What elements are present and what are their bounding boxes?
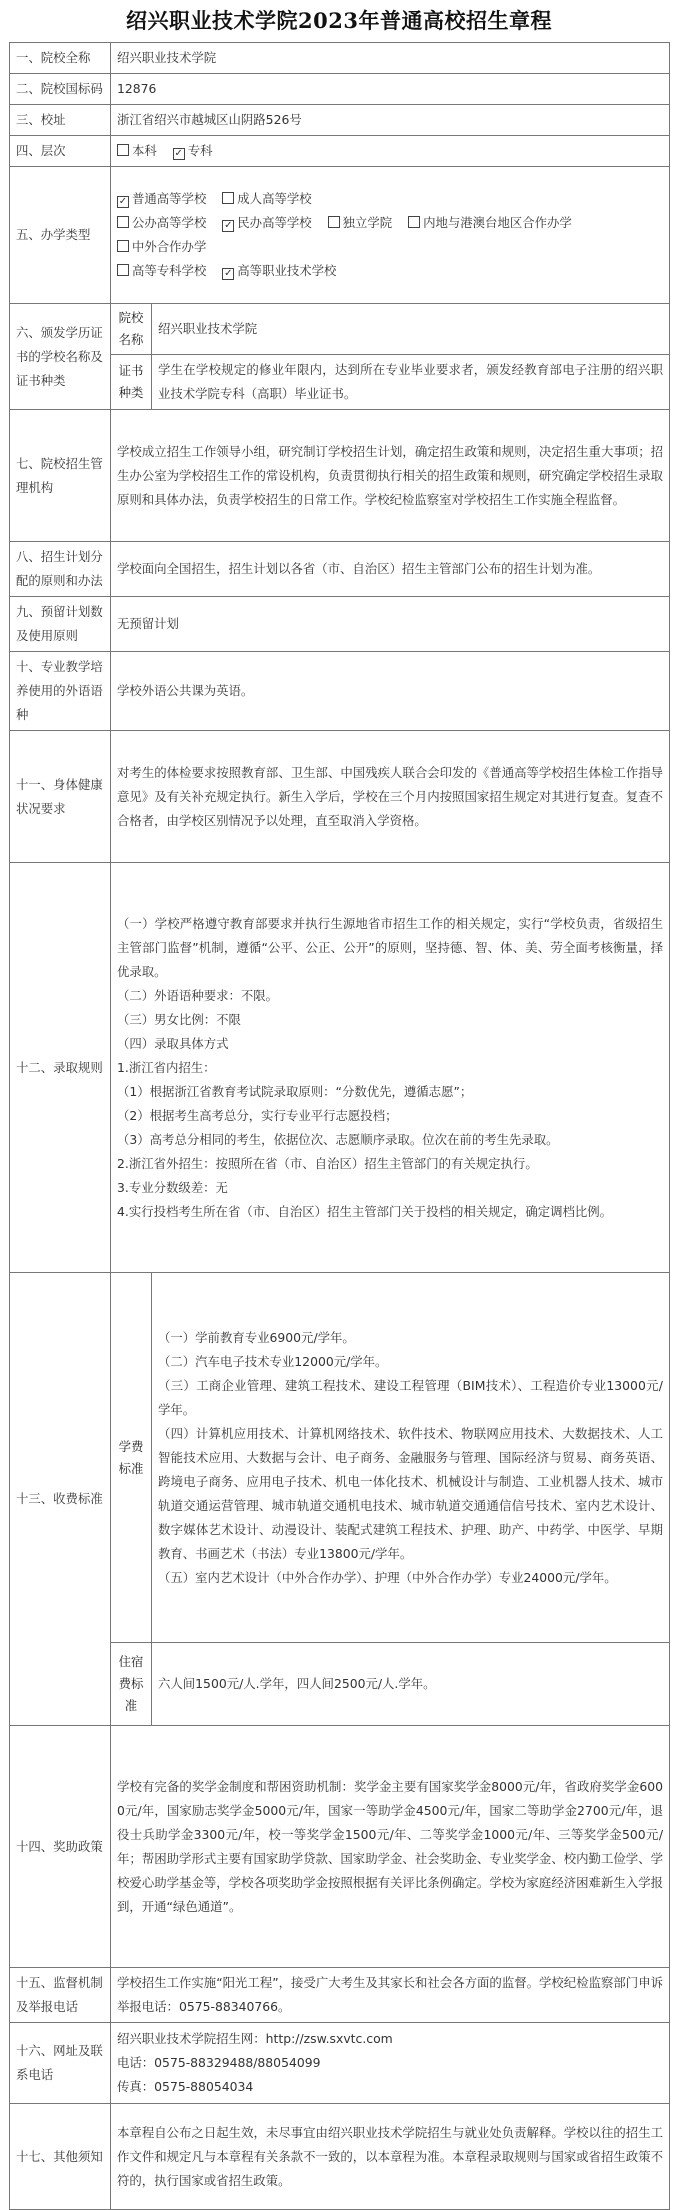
row-address [10,105,670,136]
type-option: 独立学院 [328,215,393,230]
row-label: 十四、奖助政策 [10,1726,111,1968]
level-options [111,136,670,167]
row-tuition [10,1273,670,1643]
row-label: 七、院校招生管理机构 [10,410,111,542]
fee-line: （二）汽车电子技术专业12000元/学年。 [158,1353,388,1369]
other-notes-value: 本章程自公布之日起生效，未尽事宜由绍兴职业技术学院招生与就业处负责解释。学校以往的招生工作文件和规定凡与本章程有关条款不一致的，以本章程为准。本章程录取规则与国家或省招生政策不符的，执行国家或省招生政策。 [111,2104,670,2210]
type-option: 公办高等学校 [117,215,206,230]
foreign-language-value: 学校外语公共课为英语。 [111,652,670,731]
checkbox-checked-icon: ✓ [224,220,233,231]
rule-line: （二）外语语种要求：不限。 [117,987,279,1003]
scholarship-value: 学校有完备的奖学金制度和帮困资助机制：奖学金主要有国家奖学金8000元/年，省政府奖学金6000元/年，国家励志奖学金5000元/年，国家一等助学金4500元/年，国家二等助学金2700元/年，退役士兵助学金3300元/年，校一等奖学金1500元/年、二等奖学金1000元/年、三等奖学金500元/年；帮困助学形式主要有国家助学贷款、国家助学金、社会奖助金、专业奖学金、校内勤工俭学、学校爱心助学基金等，学校各项奖助学金按照根据有关评比条例确定。学校为家庭经济困难新生入学报到，开通“绿色通道”。 [111,1726,670,1968]
checkbox-unchecked-icon [117,216,129,228]
type-option: ✓ 民办高等学校 [224,215,312,231]
charter-table [9,42,670,2210]
document-title: 绍兴职业技术学院2023年普通高校招生章程 [126,8,552,33]
row-other-notes [10,2104,670,2210]
row-label: 十一、身体健康状况要求 [10,731,111,863]
type-option: 内地与港澳台地区合作办学 [408,215,572,230]
fax-line: 传真：0575-88054034 [117,2079,254,2094]
row-scholarship [10,1726,670,1968]
row-admission-office [10,410,670,542]
rule-line: （一）学校严格遵守教育部要求并执行生源地省市招生工作的相关规定，实行“学校负责，省级招生主管部门监督”机制，遵循“公平、公正、公开”的原则，坚持德、智、体、美、劳全面考核衡量，择优录取。 [117,915,663,979]
rule-line: 1.浙江省内招生： [117,1059,216,1075]
checkbox-unchecked-icon [222,192,234,204]
row-label: 三、校址 [10,105,111,136]
certificate-school-value: 绍兴职业技术学院 [152,304,670,355]
checkbox-checked-icon: ✓ [224,268,233,279]
row-school-type [10,167,670,304]
sub-label: 证书种类 [111,355,152,410]
rule-line: （三）男女比例：不限 [117,1011,241,1027]
row-label: 一、院校全称 [10,43,111,74]
type-option: 中外合作办学 [117,239,206,254]
checkbox-checked-icon: ✓ [118,196,128,207]
row-label: 五、办学类型 [10,167,111,304]
type-option: 成人高等学校 [222,191,311,206]
fee-line: （三）工商企业管理、建筑工程技术、建设工程管理（BIM技术）、工程造价专业13000元/学年。 [158,1377,663,1417]
rule-line: （1）根据浙江省教育考试院录取原则：“分数优先，遵循志愿”； [117,1083,473,1099]
sub-label: 学费标准 [111,1273,152,1643]
row-label: 十五、监督机制及举报电话 [10,1968,111,2023]
fee-line: （五）室内艺术设计（中外合作办学）、护理（中外合作办学）专业24000元/学年。 [158,1569,617,1585]
admission-rules-value [111,863,670,1273]
checkbox-checked-icon: ✓ [174,148,183,159]
row-admission-rules [10,863,670,1273]
type-option: ✓ 高等职业技术学校 [224,263,337,279]
row-label: 十二、录取规则 [10,863,111,1273]
quota-principle-value: 学校面向全国招生，招生计划以各省（市、自治区）招生主管部门公布的招生计划为准。 [111,542,670,597]
school-name-value: 绍兴职业技术学院 [111,43,670,74]
website-line: 绍兴职业技术学院招生网：http://zsw.sxvtc.com [117,2031,393,2046]
row-level [10,136,670,167]
accommodation-value: 六人间1500元/人.学年，四人间2500元/人.学年。 [152,1643,670,1726]
admission-office-value: 学校成立招生工作领导小组，研究制订学校招生计划，确定招生政策和规则，决定招生重大事项；招生办公室为学校招生工作的常设机构，负责贯彻执行相关的招生政策和规则，研究确定学校招生录取原则和具体办法，负责学校招生的日常工作。学校纪检监察室对学校招生工作实施全程监督。 [111,410,670,542]
row-label: 十六、网址及联系电话 [10,2023,111,2104]
row-label: 九、预留计划数及使用原则 [10,597,111,652]
row-contact [10,2023,670,2104]
row-reserved-quota [10,597,670,652]
level-option: ✓ 专科 [174,143,213,159]
school-type-options [111,167,670,304]
type-option: ✓ 普通高等学校 [118,191,207,207]
checkbox-unchecked-icon [117,144,129,156]
row-certificate-school [10,304,670,355]
contact-value [111,2023,670,2104]
rule-line: 3.专业分数级差：无 [117,1179,228,1195]
checkbox-unchecked-icon [328,216,340,228]
rule-line: 4.实行投档考生所在省（市、自治区）招生主管部门关于投档的相关规定，确定调档比例。 [117,1203,613,1219]
checkbox-unchecked-icon [117,240,129,252]
rule-line: （四）录取具体方式 [117,1035,229,1051]
row-label: 十、专业教学培养使用的外语语种 [10,652,111,731]
supervision-value: 学校招生工作实施“阳光工程”，接受广大考生及其家长和社会各方面的监督。学校纪检监察部门申诉举报电话：0575-88340766。 [111,1968,670,2023]
health-requirements-value: 对考生的体检要求按照教育部、卫生部、中国残疾人联合会印发的《普通高等学校招生体检工作指导意见》及有关补充规定执行。新生入学后，学校在三个月内按照国家招生规定对其进行复查。复查不合格者，由学校区别情况予以处理，直至取消入学资格。 [111,731,670,863]
row-label: 八、招生计划分配的原则和办法 [10,542,111,597]
checkbox-unchecked-icon [117,264,129,276]
reserved-quota-value: 无预留计划 [111,597,670,652]
tuition-value [152,1273,670,1643]
row-label: 四、层次 [10,136,111,167]
sub-label: 住宿费标准 [111,1643,152,1726]
fee-line: （一）学前教育专业6900元/学年。 [158,1329,355,1345]
fee-line: （四）计算机应用技术、计算机网络技术、软件技术、物联网应用技术、大数据技术、人工智能技术应用、大数据与会计、电子商务、金融服务与管理、国际经济与贸易、商务英语、跨境电子商务、应用电子技术、机电一体化技术、机械设计与制造、工业机器人技术、城市轨道交通运营管理、城市轨道交通机电技术、城市轨道交通通信信号技术、室内艺术设计、数字媒体艺术设计、动漫设计、装配式建筑工程技术、护理、助产、中药学、中医学、早期教育、书画艺术（书法）专业13800元/学年。 [158,1425,663,1561]
row-label: 十七、其他须知 [10,2104,111,2210]
certificate-type-value: 学生在学校规定的修业年限内，达到所在专业毕业要求者，颁发经教育部电子注册的绍兴职业技术学院专科（高职）毕业证书。 [152,355,670,410]
sub-label: 院校名称 [111,304,152,355]
rule-line: （2）根据考生高考总分，实行专业平行志愿投档； [117,1107,398,1123]
checkbox-unchecked-icon [408,216,420,228]
rule-line: （3）高考总分相同的考生，依据位次、志愿顺序录取。位次在前的考生先录取。 [117,1131,559,1147]
row-school-name [10,43,670,74]
row-label: 二、院校国标码 [10,74,111,105]
school-code-value: 12876 [111,74,670,105]
row-supervision [10,1968,670,2023]
row-label: 十三、收费标准 [10,1273,111,1726]
type-option: 高等专科学校 [117,263,206,278]
address-value: 浙江省绍兴市越城区山阴路526号 [111,105,670,136]
row-school-code [10,74,670,105]
level-option: 本科 [117,143,157,158]
phone-line: 电话：0575-88329488/88054099 [117,2055,321,2070]
row-health-requirements [10,731,670,863]
row-label: 六、颁发学历证书的学校名称及证书种类 [10,304,111,410]
row-foreign-language [10,652,670,731]
rule-line: 2.浙江省外招生：按照所在省（市、自治区）招生主管部门的有关规定执行。 [117,1155,538,1171]
row-quota-principle [10,542,670,597]
